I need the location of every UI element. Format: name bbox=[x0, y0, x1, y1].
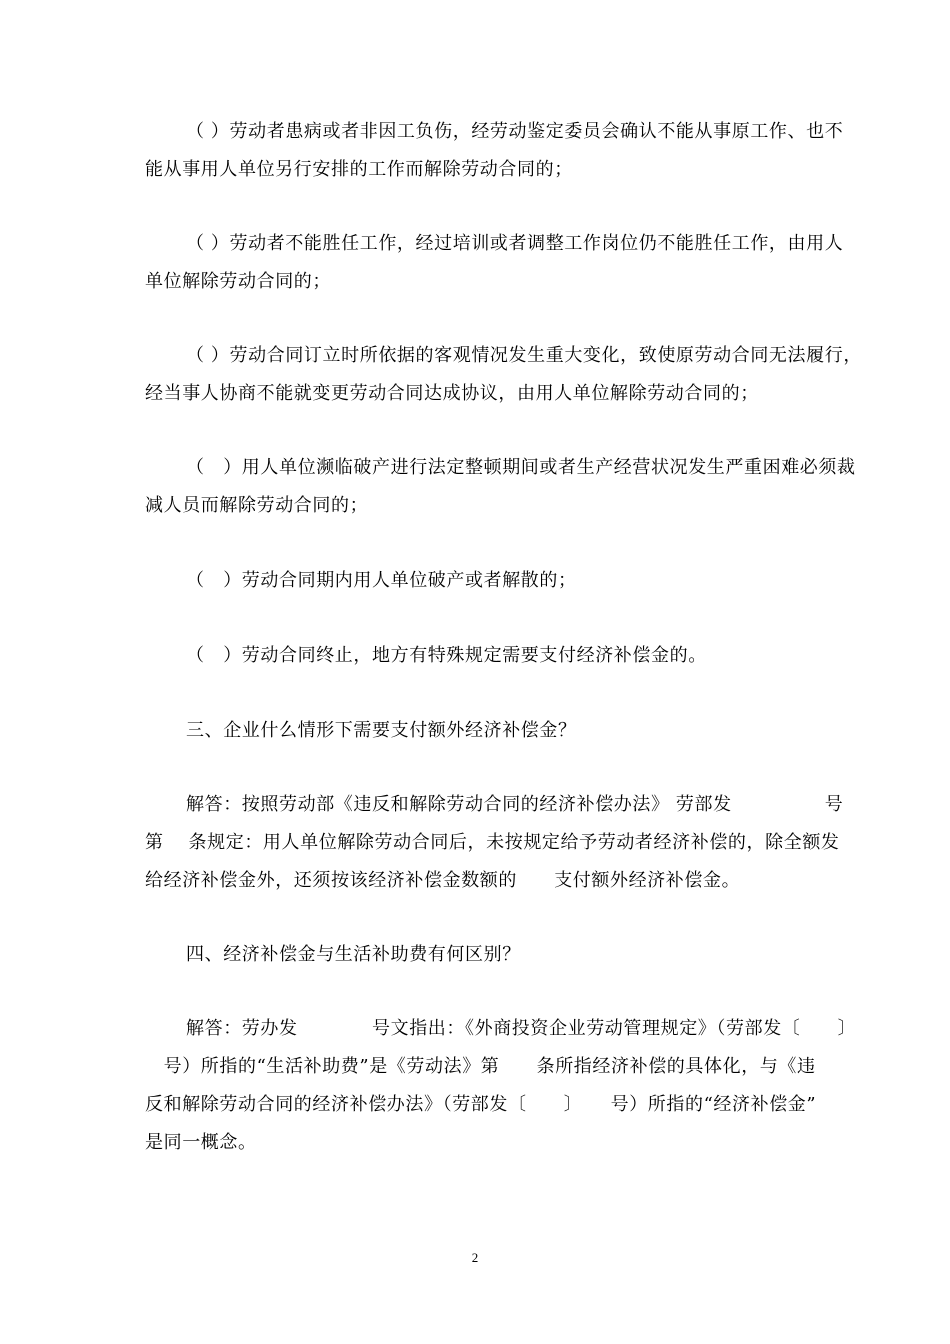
page-number: 2 bbox=[471, 1250, 479, 1265]
text-line: 号）所指的“生活补助费”是《劳动法》第 条所指经济补偿的具体化，与《违 bbox=[145, 1056, 816, 1077]
text-line: 经当事人协商不能就变更劳动合同达成协议，由用人单位解除劳动合同的； bbox=[145, 383, 759, 404]
text-line: （ ）劳动者不能胜任工作，经过培训或者调整工作岗位仍不能胜任工作，由用人 bbox=[186, 233, 844, 254]
text-line: 能从事用人单位另行安排的工作而解除劳动合同的； bbox=[145, 159, 573, 180]
text-line: （ ）劳动合同期内用人单位破产或者解散的； bbox=[186, 570, 577, 591]
text-line: （ ）劳动合同订立时所依据的客观情况发生重大变化，致使原劳动合同无法履行， bbox=[186, 345, 862, 366]
text-line: （ ）用人单位濒临破产进行法定整顿期间或者生产经营状况发生严重困难必须裁 bbox=[186, 457, 856, 478]
text-line: 第 条规定：用人单位解除劳动合同后，未按规定给予劳动者经济补偿的，除全额发 bbox=[145, 832, 840, 853]
section-heading: 三、企业什么情形下需要支付额外经济补偿金？ bbox=[186, 720, 577, 741]
text-line: 解答：按照劳动部《违反和解除劳动合同的经济补偿办法》 劳部发 号 bbox=[186, 794, 844, 815]
text-line: 是同一概念。 bbox=[145, 1132, 257, 1153]
section-heading: 四、经济补偿金与生活补助费有何区别？ bbox=[186, 944, 521, 965]
text-line: 反和解除劳动合同的经济补偿办法》（劳部发〔 〕 号）所指的“经济补偿金” bbox=[145, 1094, 817, 1115]
text-line: （ ）劳动者患病或者非因工负伤，经劳动鉴定委员会确认不能从事原工作、也不 bbox=[186, 121, 844, 142]
text-line: 减人员而解除劳动合同的； bbox=[145, 495, 369, 516]
text-line: 给经济补偿金外，还须按该经济补偿金数额的 支付额外经济补偿金。 bbox=[145, 870, 741, 891]
text-line: 解答：劳办发 号文指出：《外商投资企业劳动管理规定》（劳部发〔 〕 bbox=[186, 1018, 857, 1039]
text-line: （ ）劳动合同终止，地方有特殊规定需要支付经济补偿金的。 bbox=[186, 645, 707, 666]
text-line: 单位解除劳动合同的； bbox=[145, 271, 331, 292]
